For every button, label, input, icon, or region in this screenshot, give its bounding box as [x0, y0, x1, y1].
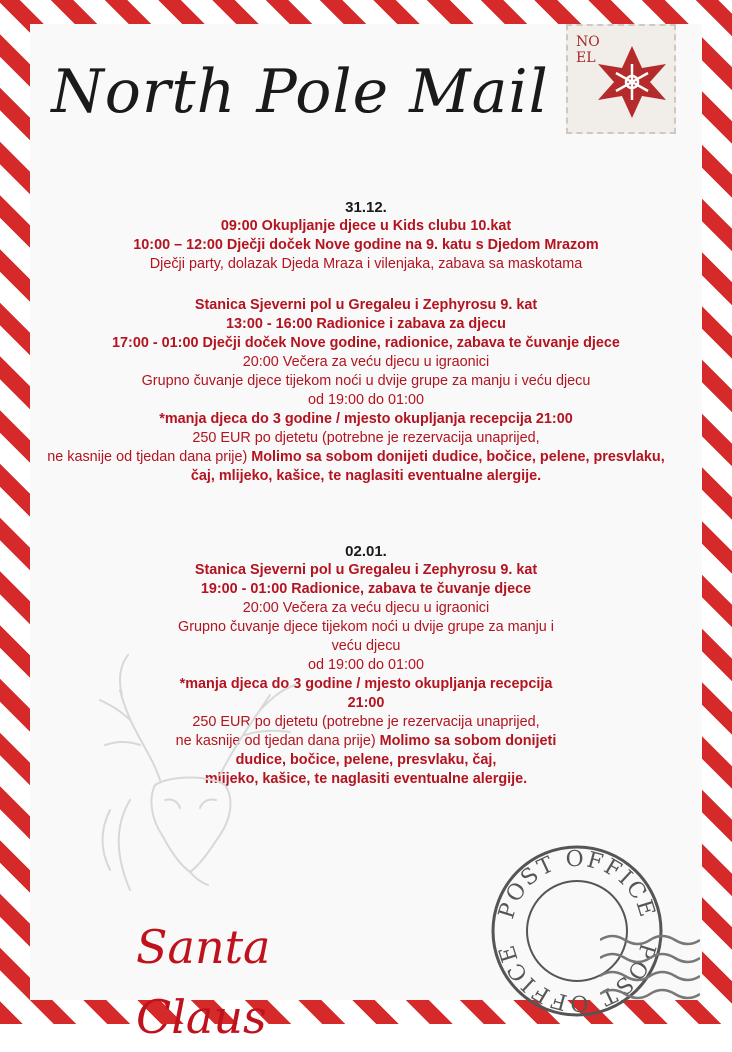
stamp-text-line2: EL	[576, 50, 596, 66]
text-line: 20:00 Večera za veću djecu u igraonici	[242, 600, 490, 616]
text-line: 19:00 - 01:00 Radionice, zabava te čuvanje djece	[200, 581, 532, 597]
text-line: 13:00 - 16:00 Radionice i zabava za djecu	[226, 316, 506, 332]
text-line: veću djecu	[331, 638, 401, 654]
text-line: čaj, mlijeko, kašice, te naglasiti eventualne alergije.	[190, 468, 542, 484]
text-line: 10:00 – 12:00 Dječji doček Nove godine na 9. katu s Djedom Mrazom	[133, 237, 599, 253]
text-line: 17:00 - 01:00 Dječji doček Nove godine, radionice, zabava te čuvanje djece	[112, 335, 620, 351]
text-line: dudice, bočice, pelene, presvlaku, čaj,	[235, 752, 497, 768]
text-line: *manja djeca do 3 godine / mjesto okupljanja recepcija 21:00	[159, 411, 573, 427]
postmark-text-bottom: POST OFFICE	[494, 940, 660, 1016]
santa-signature: Santa Claus	[136, 920, 271, 1044]
section-north-pole-station	[40, 296, 692, 486]
text-line: *manja djeca do 3 godine / mjesto okupljanja recepcija	[179, 676, 553, 692]
cancellation-lines-icon	[600, 930, 700, 1010]
snowflake-star-icon	[592, 42, 672, 122]
text-line: Dječji party, dolazak Djeda Mraza i vilenjaka, zabava sa maskotama	[149, 256, 583, 272]
noel-stamp	[566, 24, 676, 134]
section-31-12	[40, 198, 692, 274]
text-line: 20:00 Večera za veću djecu u igraonici	[242, 354, 490, 370]
text-regular: ne kasnije od tjedan dana prije)	[175, 733, 380, 749]
text-line: Grupno čuvanje djece tijekom noći u dvije grupe za manju i	[178, 619, 554, 635]
svg-text:POST OFFICE	[494, 847, 660, 922]
text-line	[20, 448, 692, 467]
date-heading: 31.12.	[345, 199, 387, 216]
text-bold: Molimo sa sobom donijeti dudice, bočice, pelene, presvlaku,	[251, 449, 665, 465]
text-line: mlijeko, kašice, te naglasiti eventualne alergije.	[204, 771, 528, 787]
postmark-text-top: POST OFFICE	[494, 846, 660, 922]
text-line: 250 EUR po djetetu (potrebne je rezervacija unaprijed,	[192, 430, 540, 446]
text-line: 09:00 Okupljanje djece u Kids clubu 10.kat	[220, 218, 512, 234]
text-line: od 19:00 do 01:00	[307, 657, 425, 673]
text-bold: Molimo sa sobom donijeti	[379, 733, 557, 749]
text-line: Stanica Sjeverni pol u Gregaleu i Zephyrosu 9. kat	[194, 297, 538, 313]
text-line: Grupno čuvanje djece tijekom noći u dvije grupe za manju i veću djecu	[141, 373, 591, 389]
page-title: North Pole Mail	[51, 57, 549, 127]
date-heading: 02.01.	[345, 543, 387, 560]
reindeer-watermark-icon	[70, 650, 330, 900]
text-line: Stanica Sjeverni pol u Gregaleu i Zephyrosu 9. kat	[194, 562, 538, 578]
text-regular: ne kasnije od tjedan dana prije)	[47, 449, 252, 465]
text-line: od 19:00 do 01:00	[307, 392, 425, 408]
text-line: 21:00	[347, 695, 385, 711]
stamp-text-line1: NO	[576, 34, 600, 50]
text-line: 250 EUR po djetetu (potrebne je rezervacija unaprijed,	[192, 714, 540, 730]
